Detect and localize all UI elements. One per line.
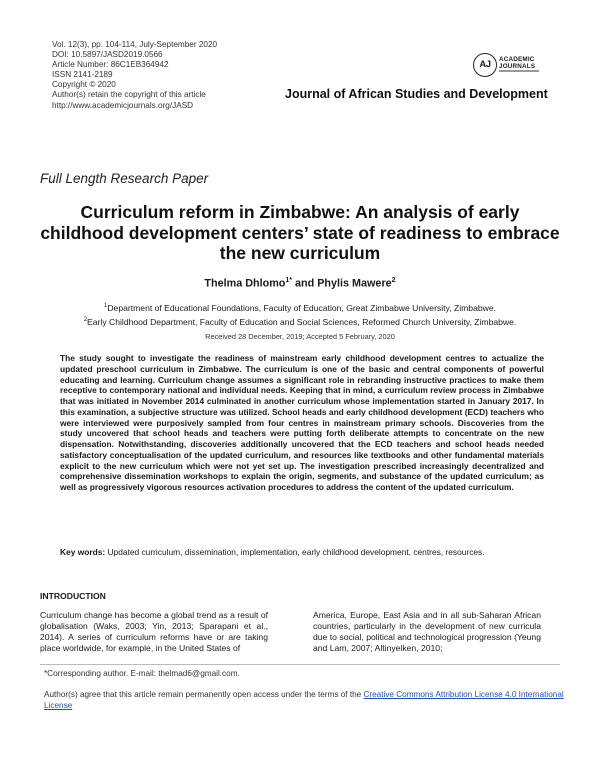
affiliations	[40, 300, 560, 329]
logo-tagline-bar	[499, 70, 539, 72]
author-name: Phylis Mawere	[317, 277, 392, 290]
meta-doi: DOI: 10.5897/JASD2019.0566	[52, 50, 163, 60]
affiliation-mark: 2	[83, 317, 88, 324]
logo-mark: AJ	[473, 53, 497, 77]
journal-name: Journal of African Studies and Development	[285, 87, 548, 101]
author-list	[40, 277, 560, 290]
article-type: Full Length Research Paper	[40, 171, 209, 186]
footnote-divider	[40, 664, 560, 665]
affiliation-item	[40, 314, 560, 328]
meta-copyright: Copyright © 2020	[52, 80, 116, 90]
keywords-text: Updated curriculum, dissemination, implementation, early childhood development, centres, resources.	[107, 547, 485, 557]
logo-text-journals: JOURNALS	[499, 63, 536, 70]
meta-issn: ISSN 2141-2189	[52, 70, 113, 80]
meta-url[interactable]: http://www.academicjournals.org/JASD	[52, 100, 194, 110]
license-text: Author(s) agree that this article remain permanently open access under the terms of the	[44, 690, 364, 699]
meta-volume: Vol. 12(3), pp. 104-114, July-September 2020	[52, 40, 218, 49]
affiliation-item	[40, 300, 560, 314]
author-joiner: and	[292, 277, 318, 290]
author-name: Thelma Dhlomo	[204, 277, 286, 290]
article-title: Curriculum reform in Zimbabwe: An analysis of early childhood development centers’ state of readiness to embrace the new curriculum	[40, 202, 560, 263]
author-affiliation-mark: 2	[391, 277, 396, 284]
intro-column-right: America, Europe, East Asia and in all sub-Saharan African countries, particularly in the development of new curricula due to social, political and technological progression (Yeung and Lam, 2007; Altinyelken, 2010;	[313, 610, 541, 653]
corresponding-author: *Corresponding author. E-mail: thelmad6@gmail.com.	[44, 669, 240, 678]
license-note	[44, 689, 564, 711]
keywords	[60, 547, 544, 558]
received-dates: Received 28 December, 2019; Accepted 5 February, 2020	[205, 332, 395, 341]
keywords-label: Key words:	[60, 547, 106, 557]
meta-article-number: Article Number: 86C1EB364942	[52, 60, 169, 70]
academic-journals-logo	[473, 53, 536, 79]
logo-wordmark	[499, 56, 535, 70]
affiliation-text: Department of Educational Foundations, Faculty of Education, Great Zimbabwe University, Zimbabwe.	[107, 302, 496, 313]
article-metadata	[52, 40, 217, 111]
abstract: The study sought to investigate the readiness of mainstream early childhood development centres to actualize the updated preschool curriculum in Zimbabwe. The curriculum is one of the basic and central components of powerful educating and learning. Curriculum change assumes a significant role in rebranding instructive practices to make them receptive to contemporary national and individual needs. Keeping that in mind, a curriculum review process in Zimbabwe that was initiated in November 2014 culminated in another curriculum whose implementation started in January 2017. In this examination, a subjective structure was utilized. School heads and early childhood development (ECD) teachers who were interviewed were purposively sampled from four centres in mainstream primary schools. Discoveries from the study uncovered that school heads and teachers were putting forth deliberate attempts to concentrate on the new dispensation. Notwithstanding, discoveries additionally uncovered that the ECD teachers and school heads needed satisfactory conceptualisation of the updated curriculum, and resources like textbooks and other fundamental materials explicit to the new curriculum which were not yet set up. The investigation prescribed increasingly decentralized and comprehensive dissemination workshops to explain the origin, segments, and substance of the updated curriculum; as well as progressively vigorous resources activation procedures to address the content of the updated curriculum.	[60, 353, 544, 492]
license-link[interactable]: Creative Commons Attribution License 4.0 International License	[44, 690, 564, 710]
meta-rights: Author(s) retain the copyright of this article	[52, 90, 206, 100]
logo-text-academic: ACADEMIC	[499, 56, 535, 63]
intro-column-left: Curriculum change has become a global trend as a result of globalisation (Waks, 2003; Yin, 2013; Sparapani et al., 2014). A series of curriculum reforms have or are taking place worldwide, for example, in the United States of	[40, 610, 268, 653]
author-affiliation-mark: 1*	[285, 277, 293, 284]
introduction-heading: INTRODUCTION	[40, 591, 106, 601]
affiliation-mark: 1	[104, 303, 108, 309]
affiliation-text: Early Childhood Department, Faculty of Education and Social Sciences, Reformed Church University, Zimbabwe.	[87, 317, 517, 328]
